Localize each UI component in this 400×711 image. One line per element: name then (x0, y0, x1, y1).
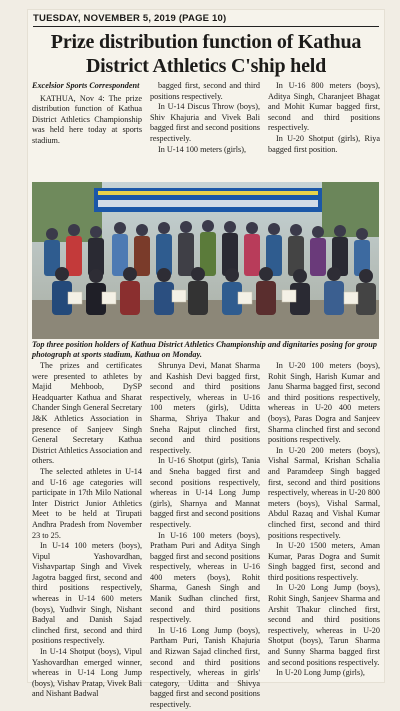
paragraph: In U-20 100 meters (boys), Rohit Singh, Harish Kumar and Janu Sharma bagged first, second and third positions respectively, whereas in U-20 400 meters (boys), Paras Dogra and Sanjeev Sharma clinched first and second positions respectively. (268, 361, 380, 445)
byline: Excelsior Sports Correspondent (32, 81, 140, 90)
paragraph: The prizes and certificates were presented to athletes by Majid Mehboob, DySP Headquarter Kathua and Sharat Chander Singh General Secretary J&K Athletics Association in presence of Sanjeev Singh General Secretary Kathua District Athletics Association and others. (32, 361, 142, 466)
top-column-3 (268, 81, 380, 177)
paragraph: In U-14 Shotput (boys), Vipul Yashovardhan emerged winner, whereas in U-14 Long Jump (boys), Vishav Pratap, Vivek Bali and Nishant Badwal (32, 647, 142, 699)
headline: Prize distribution function of Kathua District Athletics C'ship held (50, 31, 362, 77)
paragraph: In U-16 Long Jump (boys), Partham Puri, Tanish Khajuria and Rizwan Sajad clinched first, second and third positions respectively, whereas in girls' category, Uditta and Shivya bagged first and second positions respectively. (150, 625, 260, 709)
paragraph: bagged first, second and third positions respectively. (150, 81, 260, 101)
bottom-column-2 (150, 361, 260, 709)
paragraph: In U-14 100 meters (boys), Vipul Yashovardhan, Vishavpartap Singh and Vivek Jagotra bagged first, second and third positions respectively, whereas in U-14 600 meters (boys), Yudhvir Singh, Nishant Badyal and Danish Sajad clinched first, second and third positions respectively. (32, 541, 142, 646)
bottom-column-3 (268, 361, 380, 681)
group-photo-image (32, 182, 379, 339)
paragraph: In U-20 Long Jump (boys), Rohit Singh, Sanjeev Sharma and Arshit Thakur clinched first, second and third positions respectively, whereas in U-20 Shotput (boys), Tarun Sharma and Sunny Sharma bagged first and second positions respectively. (268, 583, 380, 667)
paragraph: In U-20 Shotput (girls), Riya bagged first position. (268, 133, 380, 154)
top-column-2 (150, 81, 260, 177)
paragraph: Shrunya Devi, Manat Sharma and Kashish Devi bagged first, second and third positions respectively, whereas in U-16 100 meters (girls), Uditta Sharma, Shriya Thakur and Sneha Rajput clinched first, second and third positions respectively. (150, 361, 260, 455)
paragraph: In U-16 Shotput (girls), Tania and Sneha bagged first and second positions respectively, whereas in U-14 Long Jump (girls), Sharnya and Mannat bagged first and second positions respectively. (150, 456, 260, 529)
group-photo (32, 182, 379, 339)
paragraph: In U-20 Long Jump (girls), (276, 668, 365, 678)
paragraph: In U-14 100 meters (girls), (158, 144, 246, 154)
paragraph: In U-16 800 meters (boys), Aditya Singh, Charanjeet Bhagat and Mohit Kumar bagged first, second and third positions respectively. (268, 81, 380, 133)
paragraph: In U-16 100 meters (boys), Pratham Puri and Aditya Singh bagged first and second positions respectively, whereas in U-16 400 meters (boys), Rohit Sharma, Ganesh Singh and Manik Sudhan clinched first, second and third positions respectively. (150, 530, 260, 625)
paragraph: In U-20 1500 meters, Aman Kumar, Paras Dogra and Sumit Singh bagged first, second and third positions respectively. (268, 541, 380, 582)
paragraph: The selected athletes in U-14 and U-16 age categories will participate in 17th Milo National Inter District Junior Athletics Meet to be held at Tirupati Andhra Pradesh from November 23 to 25. (32, 466, 142, 540)
photo-caption: Top three position holders of Kathua District Athletics Championship and dignitaries posing for group photograph at sports stadium, Kathua on Monday. (32, 340, 377, 359)
paragraph: KATHUA, Nov 4: The prize distribution function of Kathua District Athletics Championship was held here today at sports stadium. (32, 93, 142, 145)
paragraph: In U-14 Discus Throw (boys), Shiv Khajuria and Vivek Bali bagged first and second positions respectively. (150, 102, 260, 143)
paragraph: In U-20 200 meters (boys), Vishal Sarmal, Krishan Schalia and Paramdeep Singh bagged first, second and third positions respectively, whereas in U-20 800 meters (boys), Vishal Sarmal, Abdul Razaq and Vishal Kumar clinched first, second and third positions respectively. (268, 445, 380, 540)
top-column-1 (32, 81, 142, 177)
bottom-column-1 (32, 361, 142, 699)
newspaper-clipping (28, 10, 384, 709)
dateline: TUESDAY, NOVEMBER 5, 2019 (PAGE 10) (33, 13, 379, 27)
